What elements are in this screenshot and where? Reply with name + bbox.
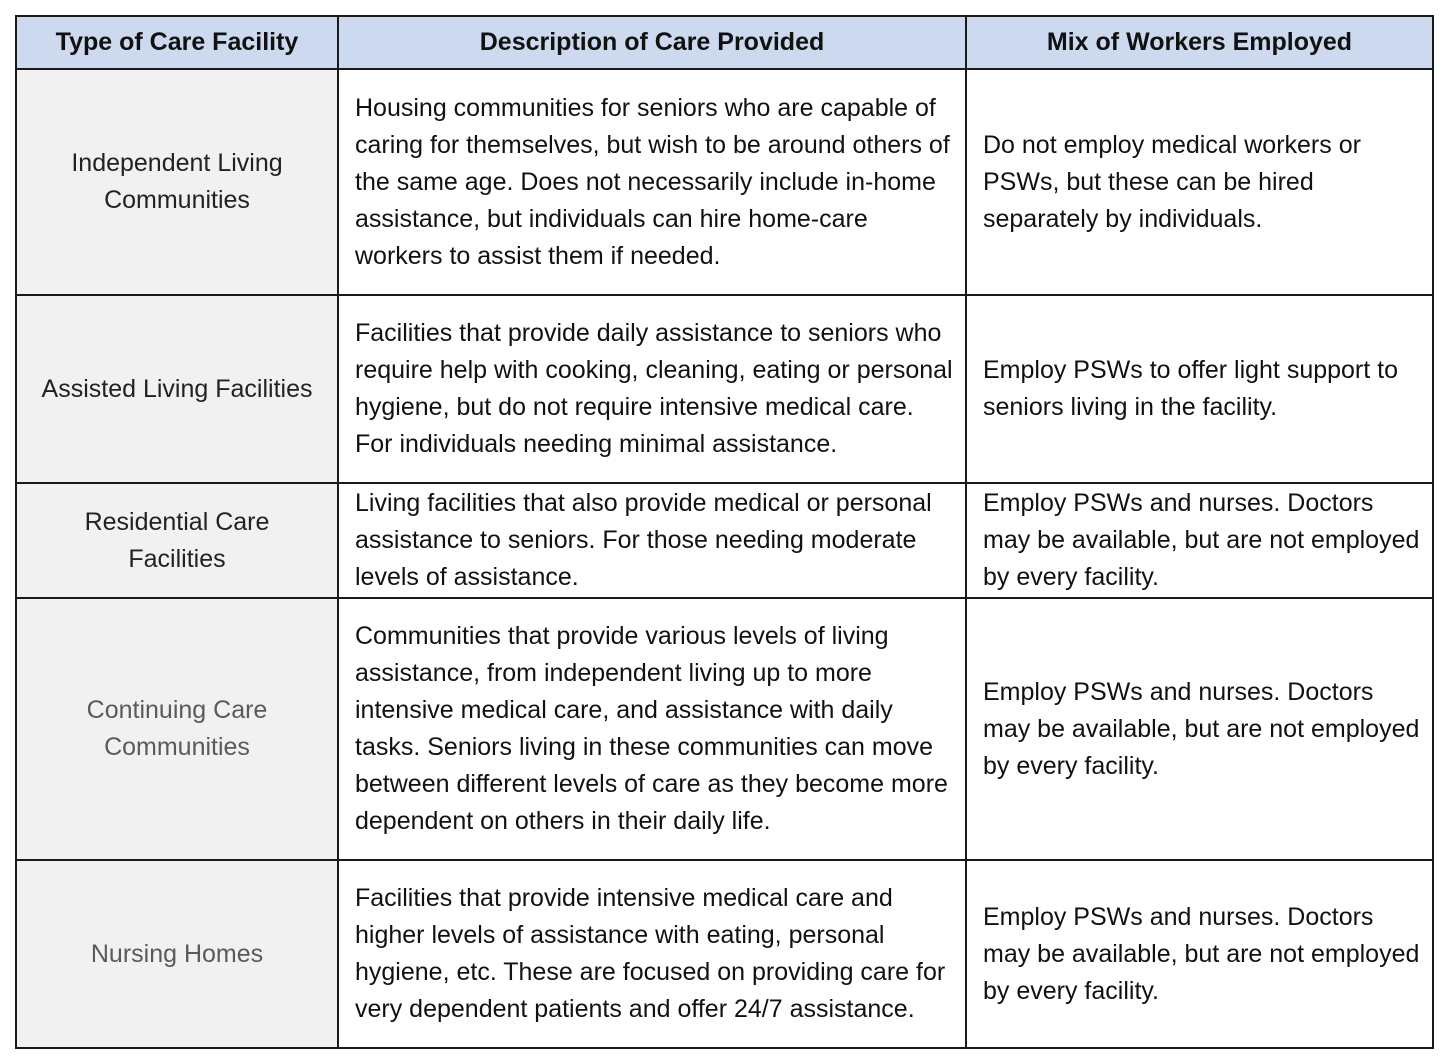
care-facility-table: [15, 15, 1434, 1049]
header-type-of-care-facility: Type of Care Facility: [16, 16, 338, 69]
facility-type-cell: Continuing Care Communities: [16, 598, 338, 860]
workers-mix-cell: Employ PSWs to offer light support to seniors living in the facility.: [966, 295, 1433, 483]
workers-mix-cell: Employ PSWs and nurses. Doctors may be available, but are not employed by every facility.: [966, 860, 1433, 1048]
workers-mix-cell: Employ PSWs and nurses. Doctors may be available, but are not employed by every facility.: [966, 483, 1433, 598]
care-description-cell: Living facilities that also provide medical or personal assistance to seniors. For those needing moderate levels of assistance.: [338, 483, 966, 598]
facility-type-cell: Nursing Homes: [16, 860, 338, 1048]
workers-mix-cell: Employ PSWs and nurses. Doctors may be available, but are not employed by every facility.: [966, 598, 1433, 860]
facility-type-cell: Residential Care Facilities: [16, 483, 338, 598]
facility-type-cell: Independent Living Communities: [16, 69, 338, 295]
care-description-cell: Communities that provide various levels of living assistance, from independent living up to more intensive medical care, and assistance with daily tasks. Seniors living in these communities can move between different levels of care as they become more dependent on others in their daily life.: [338, 598, 966, 860]
table-row: [16, 295, 1433, 483]
care-description-cell: Facilities that provide daily assistance to seniors who require help with cooking, cleaning, eating or personal hygiene, but do not require intensive medical care. For individuals needing minimal assistance.: [338, 295, 966, 483]
header-mix-of-workers: Mix of Workers Employed: [966, 16, 1433, 69]
care-description-cell: Housing communities for seniors who are capable of caring for themselves, but wish to be around others of the same age. Does not necessarily include in-home assistance, but individuals can hire home-care workers to assist them if needed.: [338, 69, 966, 295]
table-row: [16, 69, 1433, 295]
table-row: [16, 483, 1433, 598]
care-description-cell: Facilities that provide intensive medical care and higher levels of assistance with eating, personal hygiene, etc. These are focused on providing care for very dependent patients and offer 24/7 assistance.: [338, 860, 966, 1048]
header-row: [16, 16, 1433, 69]
table-row: [16, 860, 1433, 1048]
table-row: [16, 598, 1433, 860]
facility-type-cell: Assisted Living Facilities: [16, 295, 338, 483]
header-description-of-care: Description of Care Provided: [338, 16, 966, 69]
workers-mix-cell: Do not employ medical workers or PSWs, but these can be hired separately by individuals.: [966, 69, 1433, 295]
